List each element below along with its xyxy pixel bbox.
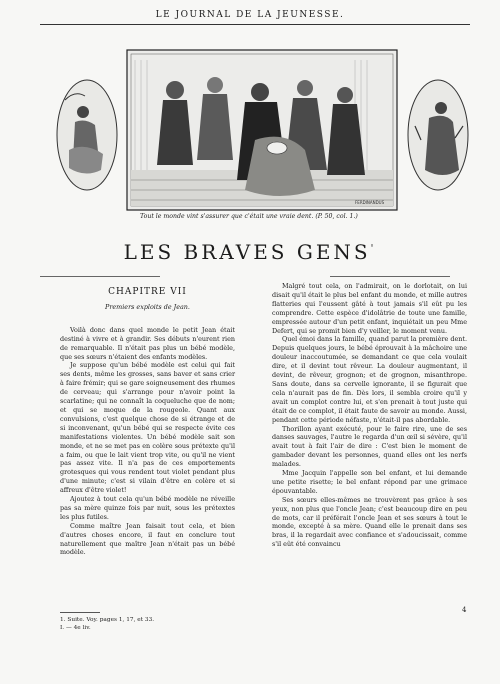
paragraph: Je suppose qu'un bébé modèle est celui qui fait ses dents, même les grosses, sans baver et sans crier à faire frémir; qui se gare soigneusement des rhumes de cerveau; qui s'arrange pour n'avoir point la scarlatine; qui ne connaît la coqueluche que de nom; et qui se moque de la rougeole. Quant aux convulsions, c'est quelque chose de si étrange et de si inconvenant, qu'un bébé qui se respecte évite ces manifestations violentes. Un bébé modèle sait son monde, et ne se met pas en colère sous prétexte qu'il a faim, ou que le lait vient trop vite, ou qu'il ne vient pas assez vite. Il n'a pas de ces emportements grotesques qui vous rendent tout violet pendant plus d'une minute; c'est si vilain d'être en colère et si affreux d'être violet! (60, 361, 235, 495)
paragraph: Quel émoi dans la famille, quand parut la première dent. Depuis quelques jours, le bébé éprouvait à la mâchoire une douleur inaccoutumée, se demandant ce que cela voulait dire, et il devint tout rêveur. La douleur augmentant, il devint, de rêveur, grognon; et de grognon, misanthrope. Sans doute, dans sa cervelle ignorante, il se figurait que cela n'aurait pas de fin. Dès lors, il sembla croire qu'il y avait un complot contre lui, et s'en prenait à tout juste qui était de ce complot, il était faute de savoir au monde. Aussi, pendant cette période néfaste, n'était-il pas abordable. (272, 335, 467, 424)
left-vignette (57, 80, 117, 190)
central-scene (127, 50, 397, 210)
paragraph: Ses sœurs elles-mêmes ne trouvèrent pas grâce à ses yeux, non plus que l'oncle Jean; c'est beaucoup dire en peu de mots, car il préférait l'oncle Jean et ses sœurs à tout le monde, excepté à sa mère. Quand elle le prenait dans ses bras, il la regardait avec confiance et s'adoucissait, comme s'il eût été convaincu (272, 495, 467, 549)
right-vignette (408, 80, 468, 190)
chapter-heading: CHAPITRE VII (108, 287, 187, 297)
running-head: LE JOURNAL DE LA JEUNESSE. (155, 10, 345, 20)
footnote-line: I. — 4e liv. (60, 625, 91, 631)
paragraph: Ajoutez à tout cela qu'un bébé modèle ne réveille pas sa mère quinze fois par nuit, sous les prétextes les plus futiles. (60, 495, 235, 521)
paragraph: Mme Jacquin l'appelle son bel enfant, et lui demande une petite risette; le bel enfant répond par une grimace épouvantable. (272, 469, 467, 495)
title-rule-right (330, 276, 450, 277)
title-rule-left (40, 276, 160, 277)
right-column (272, 282, 467, 549)
footnote-rule (60, 612, 100, 613)
artist-signature: FERDINANDUS (355, 200, 385, 205)
footnote-mark: ' (370, 243, 377, 255)
header-rule (40, 24, 470, 25)
chapter-subtitle: Premiers exploits de Jean. (105, 302, 190, 311)
page-number: 4 (462, 606, 467, 614)
article-title-text: LES BRAVES GENS (123, 240, 371, 264)
left-column (60, 282, 235, 557)
footnote (60, 616, 154, 632)
article-title (60, 240, 440, 264)
paragraph: Thorillon ayant exécuté, pour le faire rire, une de ses danses sauvages, l'autre le regarda d'un œil si sévère, qu'il avait tout à fait l'air de dire : C'est bien le moment de gambader devant les personnes, quand elles ont les nerfs malades. (272, 424, 467, 469)
paragraph: Voilà donc dans quel monde le petit Jean était destiné à vivre et à grandir. Ses débuts n'eurent rien de remarquable. Il n'était pas plus un bébé modèle, que ses sœurs n'étaient des enfants modèles. (60, 325, 235, 361)
paragraph: Malgré tout cela, on l'admirait, on le dorlotait, on lui disait qu'il était le plus bel enfant du monde, et mille autres flatteries qui l'eussent gâté à tout jamais s'il eût pu les comprendre. Cette espèce d'idolâtrie de toute une famille, empressée autour d'un petit enfant, inquiétait un peu Mme Defert, qui se promit bien d'y veiller, le moment venu. (272, 282, 467, 335)
footnote-line: 1. Suite. Voy. pages 1, 17, et 33. (60, 617, 155, 623)
figure-caption: Tout le monde vint s'assurer que c'était une vraie dent. (P. 50, col. 1.) (140, 213, 358, 220)
paragraph: Comme maître Jean faisait tout cela, et bien d'autres choses encore, il faut en conclure tout naturellement que maître Jean n'était pas un bébé modèle. (60, 521, 235, 557)
engraving-illustration (55, 30, 470, 230)
